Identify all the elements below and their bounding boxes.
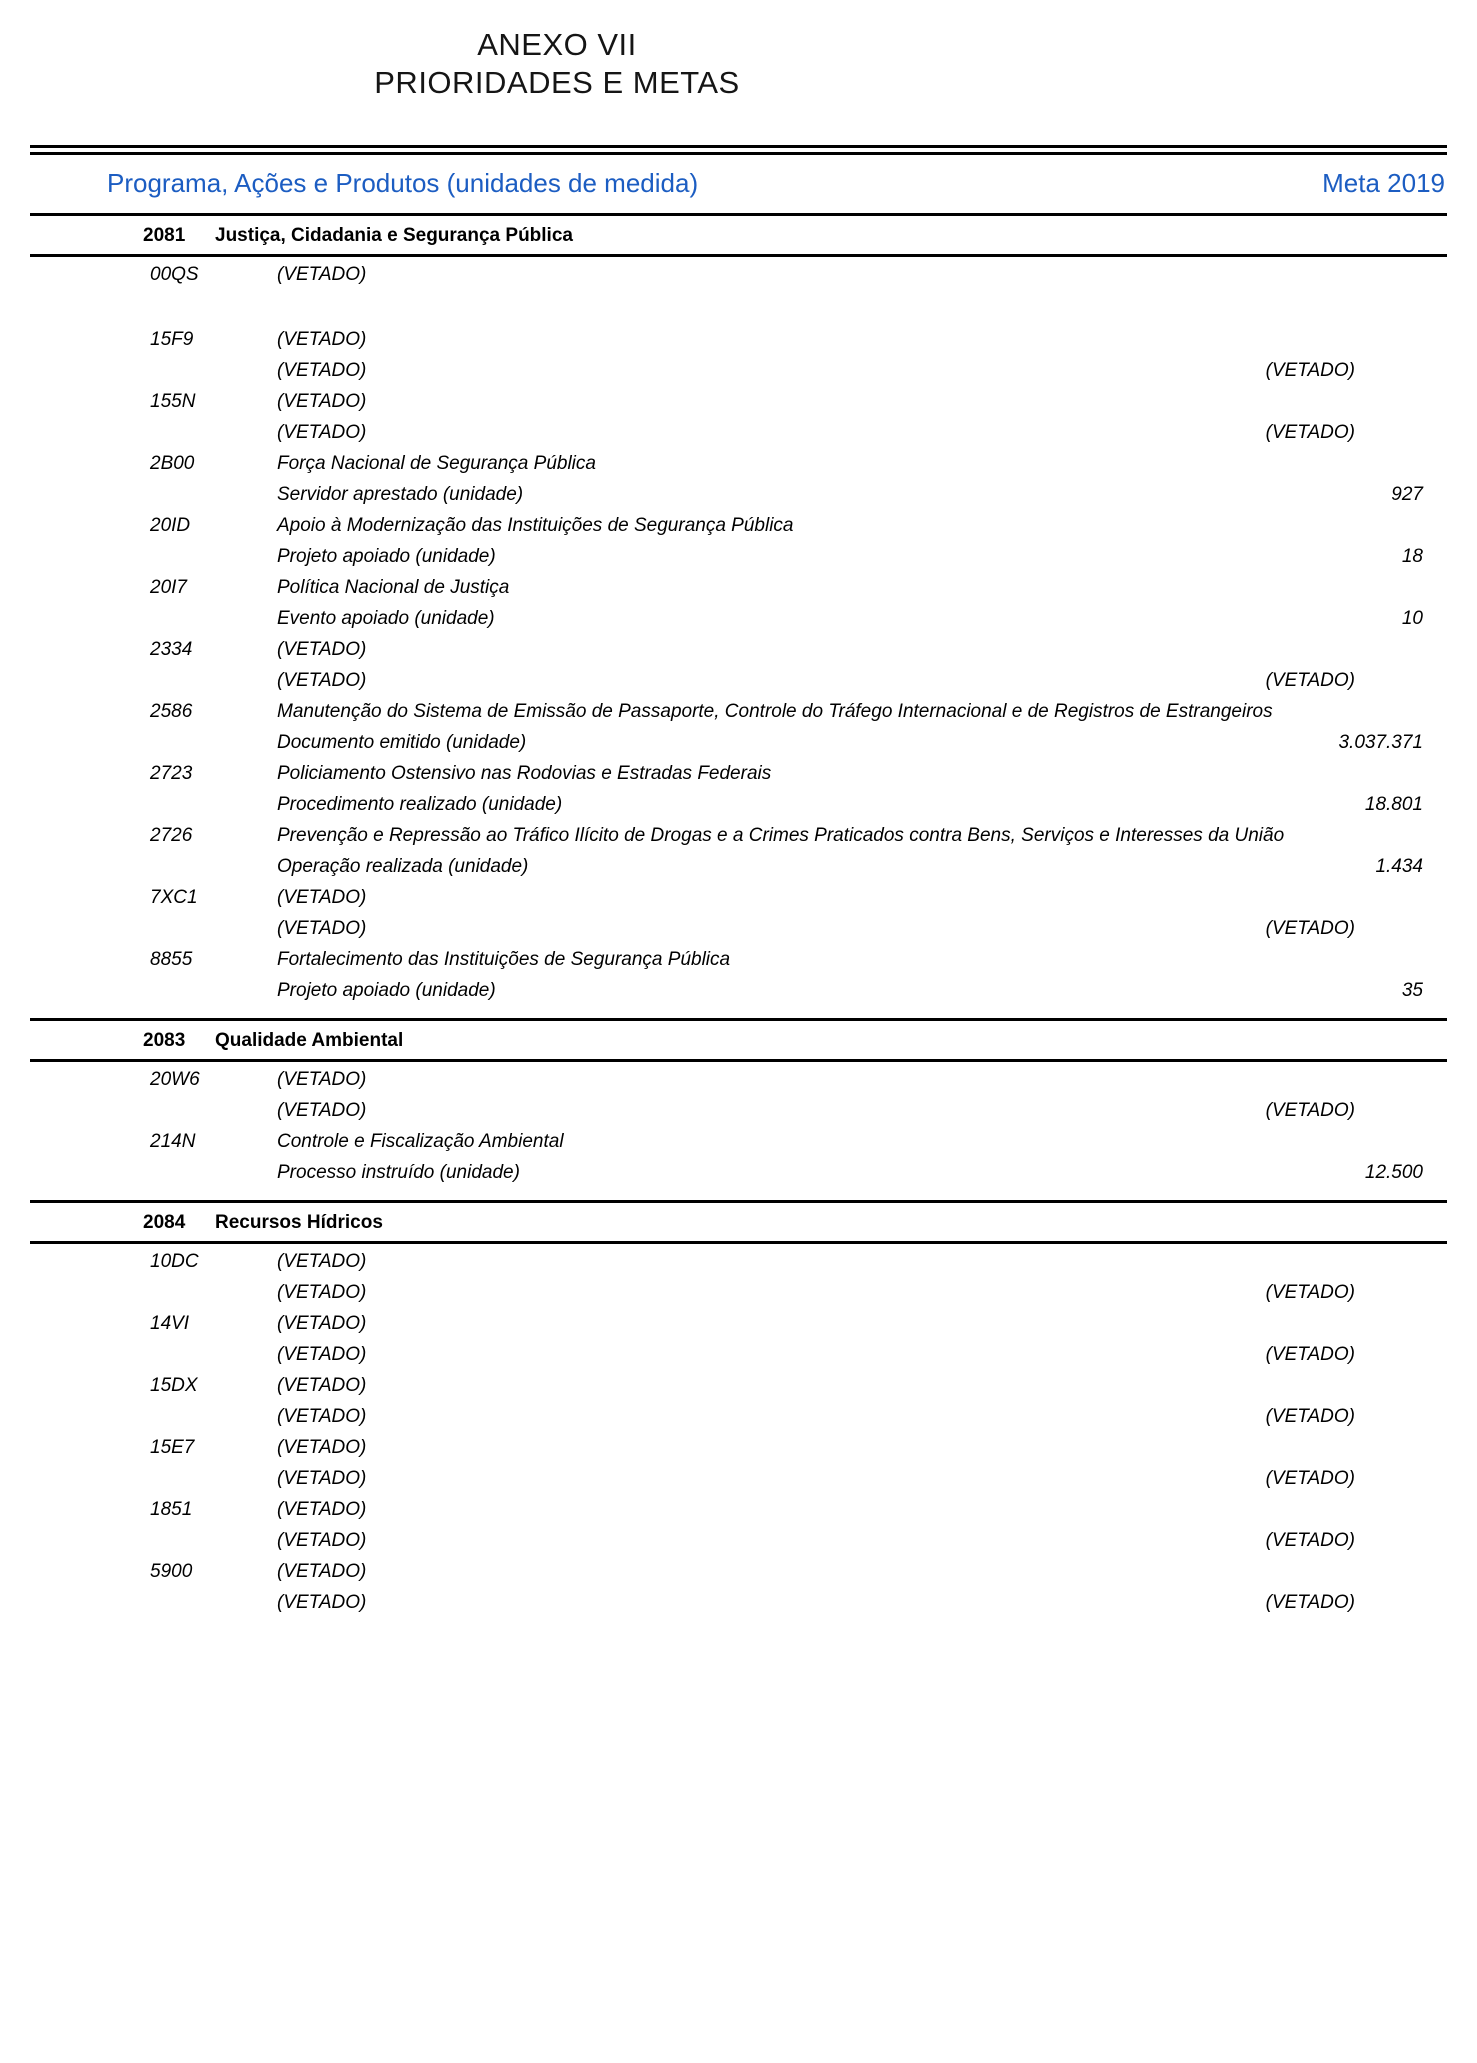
meta-value: (VETADO) (1265, 1282, 1355, 1303)
action-description: (VETADO) (277, 1375, 367, 1396)
program-header (30, 1200, 1447, 1244)
annex-title-line2: PRIORIDADES E METAS (374, 65, 740, 100)
program-code: 2083 (143, 1030, 186, 1051)
meta-value: 927 (1391, 484, 1423, 505)
meta-value: 12.500 (1364, 1162, 1423, 1183)
meta-value: (VETADO) (1265, 1406, 1355, 1427)
program-section (0, 1018, 1477, 1200)
program-rows (0, 1244, 1477, 1630)
meta-value: (VETADO) (1265, 1530, 1355, 1551)
product-description: (VETADO) (277, 1406, 367, 1427)
action-description: Política Nacional de Justiça (277, 577, 510, 598)
action-code: 2726 (150, 825, 193, 846)
program-code: 2084 (143, 1212, 186, 1233)
product-row (30, 1587, 1447, 1618)
product-row (30, 851, 1447, 882)
action-code: 214N (150, 1131, 196, 1152)
action-description: Policiamento Ostensivo nas Rodovias e Estradas Federais (277, 763, 772, 784)
product-description: (VETADO) (277, 1100, 367, 1121)
product-row (30, 1095, 1447, 1126)
product-row (30, 355, 1447, 386)
row-spacer (0, 290, 1477, 324)
action-row (30, 944, 1447, 975)
action-row (30, 1308, 1447, 1339)
action-row (30, 386, 1447, 417)
action-row (30, 1494, 1447, 1525)
action-row (30, 1370, 1447, 1401)
action-description: Fortalecimento das Instituições de Segurança Pública (277, 949, 731, 970)
product-row (30, 479, 1447, 510)
action-code: 00QS (150, 264, 199, 285)
product-description: Processo instruído (unidade) (277, 1162, 520, 1183)
action-description: (VETADO) (277, 887, 367, 908)
meta-value: 18 (1401, 546, 1423, 567)
program-title: Qualidade Ambiental (215, 1030, 404, 1051)
product-description: (VETADO) (277, 918, 367, 939)
action-description: (VETADO) (277, 1313, 367, 1334)
program-section (0, 213, 1477, 1018)
product-description: Procedimento realizado (unidade) (277, 794, 563, 815)
product-row (30, 1463, 1447, 1494)
product-description: (VETADO) (277, 1530, 367, 1551)
product-description: Projeto apoiado (unidade) (277, 980, 496, 1001)
program-rows (0, 1062, 1477, 1200)
action-description: (VETADO) (277, 264, 367, 285)
product-row (30, 541, 1447, 572)
double-rule (30, 145, 1447, 155)
meta-value: 1.434 (1375, 856, 1423, 877)
action-code: 14VI (150, 1313, 190, 1334)
product-description: (VETADO) (277, 1282, 367, 1303)
product-description: (VETADO) (277, 670, 367, 691)
programs-table (0, 213, 1477, 1630)
action-description: Controle e Fiscalização Ambiental (277, 1131, 564, 1152)
meta-value: (VETADO) (1265, 1592, 1355, 1613)
meta-value: 3.037.371 (1338, 732, 1423, 753)
annex-title-line1: ANEXO VII (477, 27, 637, 62)
meta-value: 35 (1401, 980, 1423, 1001)
action-code: 155N (150, 391, 196, 412)
action-description: (VETADO) (277, 1499, 367, 1520)
meta-value: 10 (1401, 608, 1423, 629)
program-title: Recursos Hídricos (215, 1212, 383, 1233)
action-row (30, 1064, 1447, 1095)
action-row (30, 448, 1447, 479)
meta-value: (VETADO) (1265, 422, 1355, 443)
product-row (30, 665, 1447, 696)
product-row (30, 727, 1447, 758)
product-description: (VETADO) (277, 1592, 367, 1613)
meta-value: (VETADO) (1265, 670, 1355, 691)
action-description: Apoio à Modernização das Instituições de Segurança Pública (277, 515, 794, 536)
annex-title (0, 0, 1114, 102)
table-header (30, 155, 1447, 213)
action-code: 2723 (150, 763, 193, 784)
program-header (30, 213, 1447, 257)
meta-value: (VETADO) (1265, 1344, 1355, 1365)
product-description: (VETADO) (277, 1468, 367, 1489)
product-row (30, 913, 1447, 944)
program-section (0, 1200, 1477, 1630)
program-rows (0, 257, 1477, 1018)
action-code: 10DC (150, 1251, 199, 1272)
action-row (30, 1556, 1447, 1587)
action-row (30, 1432, 1447, 1463)
product-row (30, 975, 1447, 1006)
action-code: 15DX (150, 1375, 198, 1396)
product-row (30, 1401, 1447, 1432)
product-row (30, 603, 1447, 634)
meta-value: (VETADO) (1265, 918, 1355, 939)
product-description: Operação realizada (unidade) (277, 856, 529, 877)
action-description: Manutenção do Sistema de Emissão de Passaporte, Controle do Tráfego Internacional e de Registros de Estrangeiros (277, 701, 1273, 722)
action-code: 2334 (150, 639, 193, 660)
action-row (30, 572, 1447, 603)
product-row (30, 1157, 1447, 1188)
action-description: (VETADO) (277, 329, 367, 350)
product-description: Documento emitido (unidade) (277, 732, 527, 753)
table-header-left: Programa, Ações e Produtos (unidades de medida) (107, 168, 699, 198)
program-code: 2081 (143, 225, 186, 246)
action-description: (VETADO) (277, 391, 367, 412)
action-row (30, 324, 1447, 355)
action-code: 2B00 (150, 453, 195, 474)
action-description: Força Nacional de Segurança Pública (277, 453, 596, 474)
action-description: (VETADO) (277, 1069, 367, 1090)
product-description: Servidor aprestado (unidade) (277, 484, 524, 505)
action-row (30, 1126, 1447, 1157)
meta-value: (VETADO) (1265, 1100, 1355, 1121)
product-row (30, 1339, 1447, 1370)
action-description: Prevenção e Repressão ao Tráfico Ilícito de Drogas e a Crimes Praticados contra Bens, Serviços e Interesses da União (277, 825, 1285, 846)
product-description: Projeto apoiado (unidade) (277, 546, 496, 567)
action-description: (VETADO) (277, 1437, 367, 1458)
action-row (30, 1246, 1447, 1277)
action-row (30, 882, 1447, 913)
meta-value: (VETADO) (1265, 360, 1355, 381)
action-row (30, 510, 1447, 541)
product-row (30, 1525, 1447, 1556)
product-row (30, 1277, 1447, 1308)
action-row (30, 634, 1447, 665)
action-code: 7XC1 (150, 887, 198, 908)
product-description: (VETADO) (277, 1344, 367, 1365)
product-description: (VETADO) (277, 360, 367, 381)
product-description: (VETADO) (277, 422, 367, 443)
action-row (30, 758, 1447, 789)
action-code: 15E7 (150, 1437, 195, 1458)
product-description: Evento apoiado (unidade) (277, 608, 495, 629)
action-code: 15F9 (150, 329, 194, 350)
action-code: 2586 (150, 701, 193, 722)
action-row (30, 696, 1447, 727)
action-row (30, 259, 1447, 290)
action-description: (VETADO) (277, 1251, 367, 1272)
product-row (30, 789, 1447, 820)
product-row (30, 417, 1447, 448)
meta-value: 18.801 (1364, 794, 1423, 815)
action-description: (VETADO) (277, 1561, 367, 1582)
meta-value: (VETADO) (1265, 1468, 1355, 1489)
action-code: 8855 (150, 949, 193, 970)
table-header-right: Meta 2019 (1322, 168, 1445, 198)
action-code: 20W6 (150, 1069, 200, 1090)
action-code: 1851 (150, 1499, 193, 1520)
action-row (30, 820, 1447, 851)
action-description: (VETADO) (277, 639, 367, 660)
action-code: 20I7 (150, 577, 187, 598)
action-code: 5900 (150, 1561, 193, 1582)
program-title: Justiça, Cidadania e Segurança Pública (215, 225, 573, 246)
action-code: 20ID (150, 515, 191, 536)
program-header (30, 1018, 1447, 1062)
